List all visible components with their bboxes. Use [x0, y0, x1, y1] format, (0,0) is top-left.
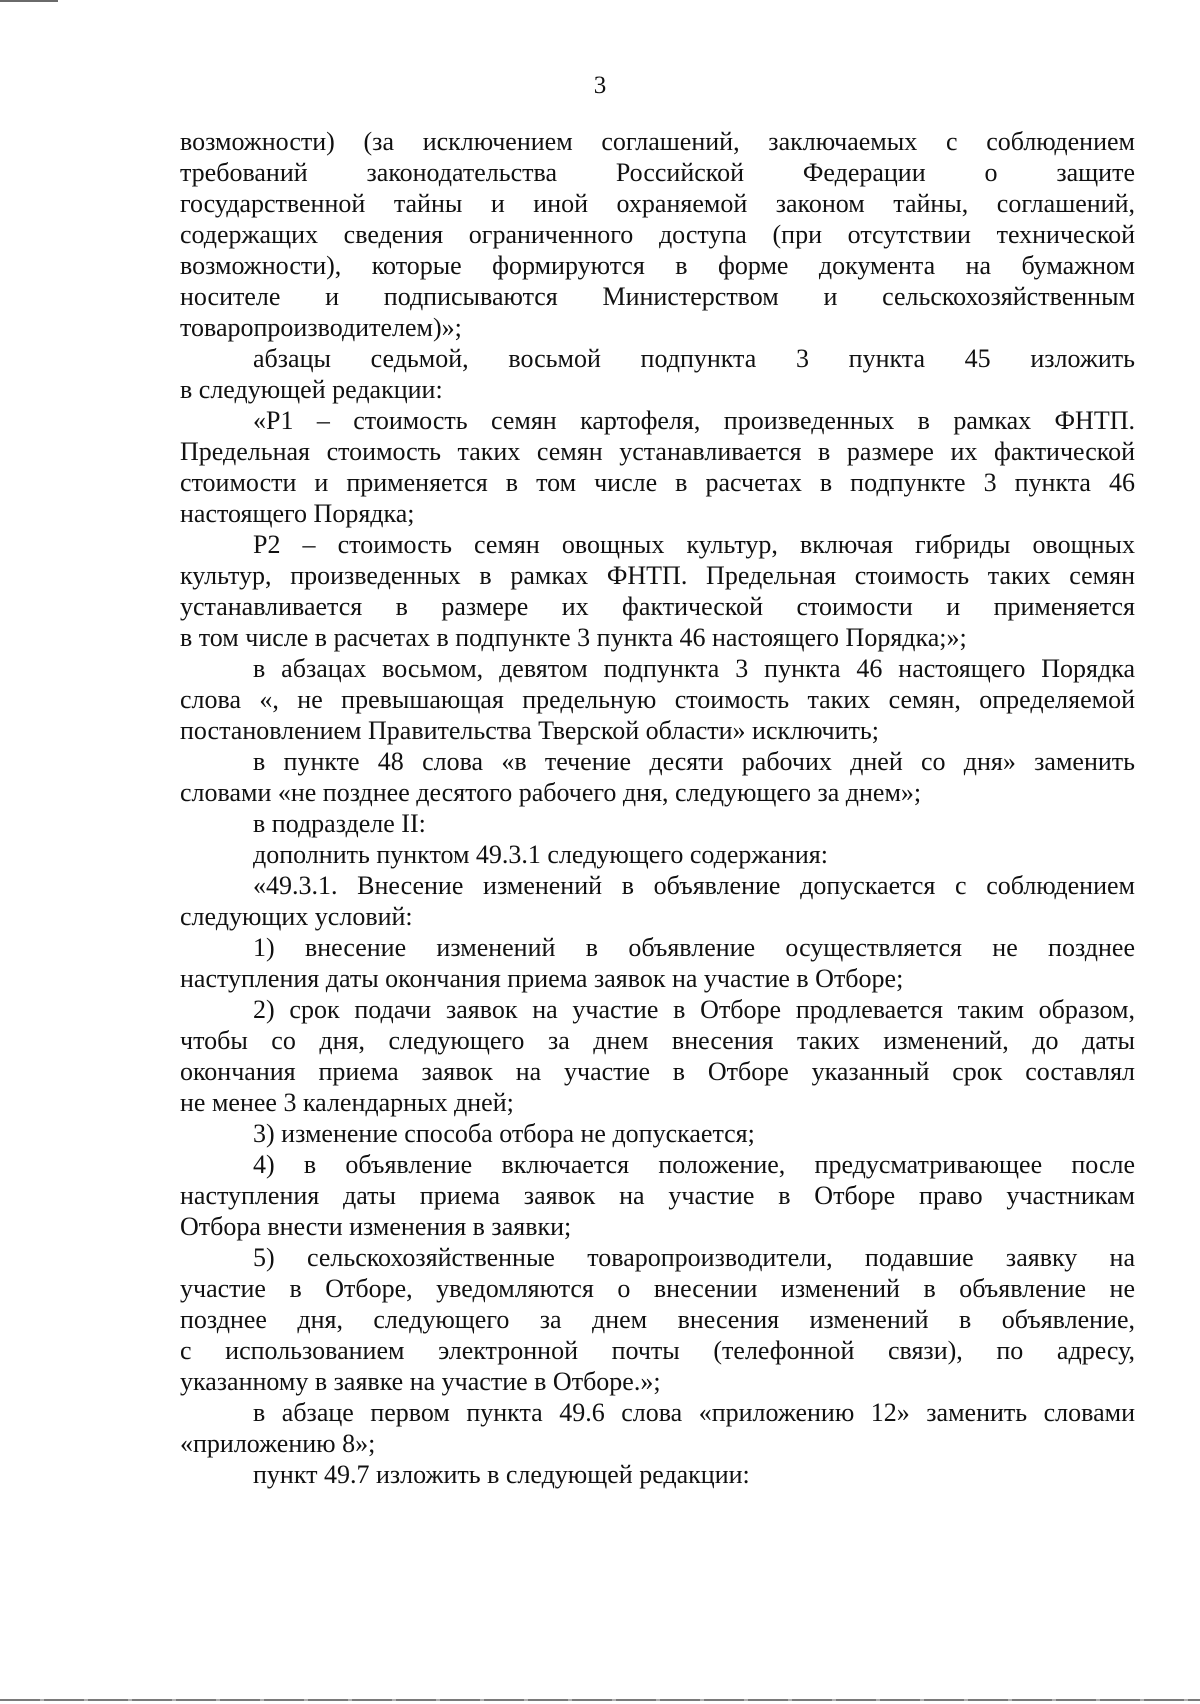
- text-line: следующих условий:: [180, 902, 413, 931]
- text-line: окончания приема заявок на участие в Отборе указанный срок составлял: [180, 1057, 1135, 1086]
- text-line: стоимости и применяется в том числе в расчетах в подпункте 3 пункта 46: [180, 468, 1135, 497]
- text-line: пункт 49.7 изложить в следующей редакции:: [253, 1460, 750, 1489]
- text-line: «приложению 8»;: [180, 1429, 376, 1458]
- text-line: слова «, не превышающая предельную стоимость таких семян, определяемой: [180, 685, 1135, 714]
- text-line: дополнить пунктом 49.3.1 следующего содержания:: [253, 840, 828, 869]
- text-line: настоящего Порядка;: [180, 499, 415, 528]
- text-line: требований законодательства Российской Федерации о защите: [180, 158, 1135, 187]
- text-line: «Р1 – стоимость семян картофеля, произведенных в рамках ФНТП.: [253, 406, 1135, 435]
- text-line: 1) внесение изменений в объявление осуществляется не позднее: [253, 933, 1135, 962]
- text-line: указанному в заявке на участие в Отборе.»;: [180, 1367, 661, 1396]
- text-line: 5) сельскохозяйственные товаропроизводители, подавшие заявку на: [253, 1243, 1135, 1272]
- text-line: позднее дня, следующего за днем внесения изменений в объявление,: [180, 1305, 1135, 1334]
- text-line: Отбора внести изменения в заявки;: [180, 1212, 572, 1241]
- text-line: культур, произведенных в рамках ФНТП. Предельная стоимость таких семян: [180, 561, 1135, 590]
- text-line: участие в Отборе, уведомляются о внесении изменений в объявление не: [180, 1274, 1135, 1303]
- text-line: возможности), которые формируются в форме документа на бумажном: [180, 251, 1135, 280]
- text-line: чтобы со дня, следующего за днем внесения таких изменений, до даты: [180, 1026, 1135, 1055]
- text-line: с использованием электронной почты (телефонной связи), по адресу,: [180, 1336, 1135, 1365]
- document-body: [180, 126, 1135, 1490]
- scan-edge-bottom: [0, 1699, 1200, 1701]
- text-line: Предельная стоимость таких семян устанавливается в размере их фактической: [180, 437, 1135, 466]
- text-line: наступления даты приема заявок на участие в Отборе право участникам: [180, 1181, 1135, 1210]
- text-line: в подразделе II:: [253, 809, 426, 838]
- text-line: наступления даты окончания приема заявок на участие в Отборе;: [180, 964, 904, 993]
- text-line: возможности) (за исключением соглашений, заключаемых с соблюдением: [180, 127, 1135, 156]
- text-line: постановлением Правительства Тверской области» исключить;: [180, 716, 879, 745]
- text-line: абзацы седьмой, восьмой подпункта 3 пункта 45 изложить: [253, 344, 1135, 373]
- text-line: в абзаце первом пункта 49.6 слова «приложению 12» заменить словами: [253, 1398, 1135, 1427]
- text-line: содержащих сведения ограниченного доступа (при отсутствии технической: [180, 220, 1135, 249]
- text-line: не менее 3 календарных дней;: [180, 1088, 514, 1117]
- text-line: в абзацах восьмом, девятом подпункта 3 пункта 46 настоящего Порядка: [253, 654, 1135, 683]
- text-line: «49.3.1. Внесение изменений в объявление допускается с соблюдением: [253, 871, 1135, 900]
- text-line: государственной тайны и иной охраняемой законом тайны, соглашений,: [180, 189, 1135, 218]
- text-line: словами «не позднее десятого рабочего дня, следующего за днем»;: [180, 778, 922, 807]
- text-line: носителе и подписываются Министерством и сельскохозяйственным: [180, 282, 1135, 311]
- text-line: устанавливается в размере их фактической стоимости и применяется: [180, 592, 1135, 621]
- page-number: 3: [593, 72, 607, 99]
- text-line: в пункте 48 слова «в течение десяти рабочих дней со дня» заменить: [253, 747, 1135, 776]
- text-line: 3) изменение способа отбора не допускается;: [253, 1119, 755, 1148]
- text-line: Р2 – стоимость семян овощных культур, включая гибриды овощных: [253, 530, 1135, 559]
- text-line: 4) в объявление включается положение, предусматривающее после: [253, 1150, 1135, 1179]
- text-line: товаропроизводителем)»;: [180, 313, 462, 342]
- text-line: 2) срок подачи заявок на участие в Отборе продлевается таким образом,: [253, 995, 1135, 1024]
- scan-edge-top: [0, 0, 58, 2]
- text-line: в следующей редакции:: [180, 375, 443, 404]
- text-line: в том числе в расчетах в подпункте 3 пункта 46 настоящего Порядка;»;: [180, 623, 967, 652]
